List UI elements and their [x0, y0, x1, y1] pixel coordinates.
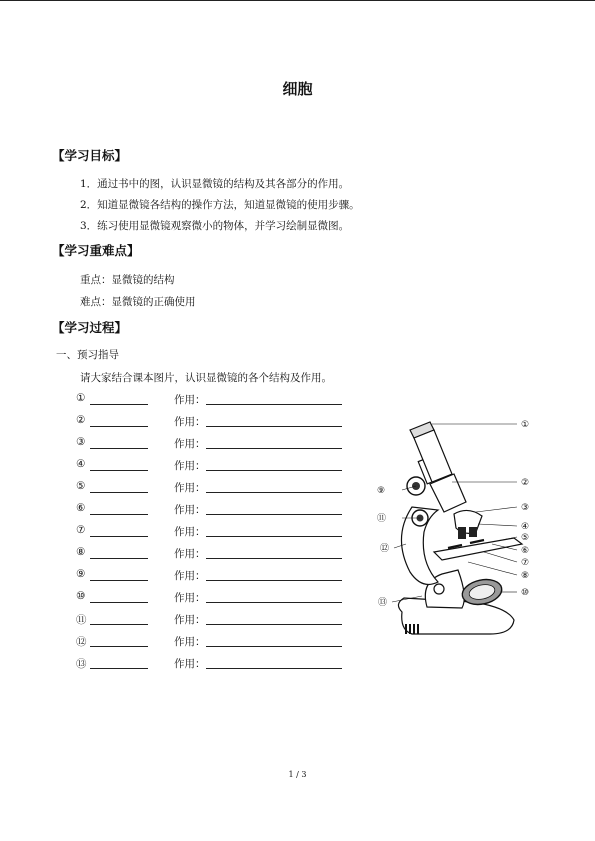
figure-label: ⑦	[521, 558, 530, 568]
structure-name-blank[interactable]	[90, 448, 148, 449]
structure-row	[76, 634, 356, 648]
figure-label: ⑧	[521, 571, 530, 581]
structure-number: ⑨	[76, 568, 86, 580]
function-label: 作用：	[174, 614, 206, 626]
structure-number: ②	[76, 414, 86, 426]
function-blank[interactable]	[206, 602, 342, 603]
keypoints-heading: 【学习重难点】	[52, 243, 140, 258]
focus-point: 重点：显微镜的结构	[80, 274, 175, 286]
function-label: 作用：	[174, 570, 206, 582]
function-blank[interactable]	[206, 470, 342, 471]
difficulty-point: 难点：显微镜的正确使用	[80, 296, 196, 308]
structure-number: ⑧	[76, 546, 86, 558]
preview-subheading: 一、预习指导	[56, 349, 119, 361]
figure-label: ⑩	[521, 588, 530, 598]
figure-label: ②	[521, 478, 530, 488]
function-blank[interactable]	[206, 624, 342, 625]
function-label: 作用：	[174, 636, 206, 648]
structure-name-blank[interactable]	[90, 470, 148, 471]
function-label: 作用：	[174, 526, 206, 538]
microscope-figure	[372, 412, 542, 647]
function-label: 作用：	[174, 504, 206, 516]
structure-number: ⑥	[76, 502, 86, 514]
structure-number: ⑫	[76, 636, 87, 648]
figure-label: ⑫	[380, 544, 390, 554]
figure-label: ⑬	[378, 598, 388, 608]
instruction-text: 请大家结合课本图片，认识显微镜的各个结构及作用。	[80, 372, 332, 384]
function-label: 作用：	[174, 548, 206, 560]
structure-name-blank[interactable]	[90, 602, 148, 603]
function-label: 作用：	[174, 416, 206, 428]
structure-row	[76, 590, 356, 604]
structure-name-blank[interactable]	[90, 668, 148, 669]
structure-row	[76, 392, 356, 406]
function-blank[interactable]	[206, 580, 342, 581]
function-label: 作用：	[174, 658, 206, 670]
structure-name-blank[interactable]	[90, 558, 148, 559]
structure-name-blank[interactable]	[90, 514, 148, 515]
structure-row	[76, 480, 356, 494]
function-blank[interactable]	[206, 426, 342, 427]
goal-item: 3．练习使用显微镜观察微小的物体，并学习绘制显微图。	[80, 220, 350, 232]
function-blank[interactable]	[206, 514, 342, 515]
function-label: 作用：	[174, 592, 206, 604]
structure-number: ⑩	[76, 590, 86, 602]
structure-number: ⑪	[76, 614, 87, 626]
goal-item: 1．通过书中的图，认识显微镜的结构及其各部分的作用。	[80, 178, 350, 190]
top-rule	[0, 0, 595, 1]
structure-name-blank[interactable]	[90, 536, 148, 537]
structure-name-blank[interactable]	[90, 426, 148, 427]
structure-row	[76, 524, 356, 538]
figure-label: ⑤	[521, 533, 530, 543]
structure-name-blank[interactable]	[90, 624, 148, 625]
structure-name-blank[interactable]	[90, 580, 148, 581]
figure-label: ①	[521, 420, 530, 430]
function-label: 作用：	[174, 394, 206, 406]
figure-label: ③	[521, 503, 530, 513]
structure-row	[76, 612, 356, 626]
structure-number: ③	[76, 436, 86, 448]
function-blank[interactable]	[206, 404, 342, 405]
page-title: 细胞	[282, 80, 313, 98]
function-blank[interactable]	[206, 448, 342, 449]
figure-label: ⑪	[377, 514, 387, 524]
structure-number: ⑦	[76, 524, 86, 536]
structure-row	[76, 414, 356, 428]
structure-name-blank[interactable]	[90, 646, 148, 647]
structure-number: ⑤	[76, 480, 86, 492]
function-blank[interactable]	[206, 646, 342, 647]
structure-row	[76, 436, 356, 450]
process-heading: 【学习过程】	[52, 320, 128, 335]
structure-number: ①	[76, 392, 86, 404]
function-blank[interactable]	[206, 492, 342, 493]
structure-row	[76, 568, 356, 582]
figure-label: ⑥	[521, 546, 530, 556]
function-blank[interactable]	[206, 668, 342, 669]
goals-heading: 【学习目标】	[52, 148, 128, 163]
structure-row	[76, 502, 356, 516]
function-label: 作用：	[174, 460, 206, 472]
structure-number: ⑬	[76, 658, 87, 670]
structure-row	[76, 656, 356, 670]
function-blank[interactable]	[206, 558, 342, 559]
structure-name-blank[interactable]	[90, 404, 148, 405]
structure-row	[76, 546, 356, 560]
figure-label: ⑨	[377, 486, 386, 496]
structure-number: ④	[76, 458, 86, 470]
page-number: 1 / 3	[288, 770, 307, 779]
figure-label: ④	[521, 522, 530, 532]
function-label: 作用：	[174, 482, 206, 494]
structure-row	[76, 458, 356, 472]
function-blank[interactable]	[206, 536, 342, 537]
structure-name-blank[interactable]	[90, 492, 148, 493]
goal-item: 2．知道显微镜各结构的操作方法，知道显微镜的使用步骤。	[80, 199, 360, 211]
function-label: 作用：	[174, 438, 206, 450]
